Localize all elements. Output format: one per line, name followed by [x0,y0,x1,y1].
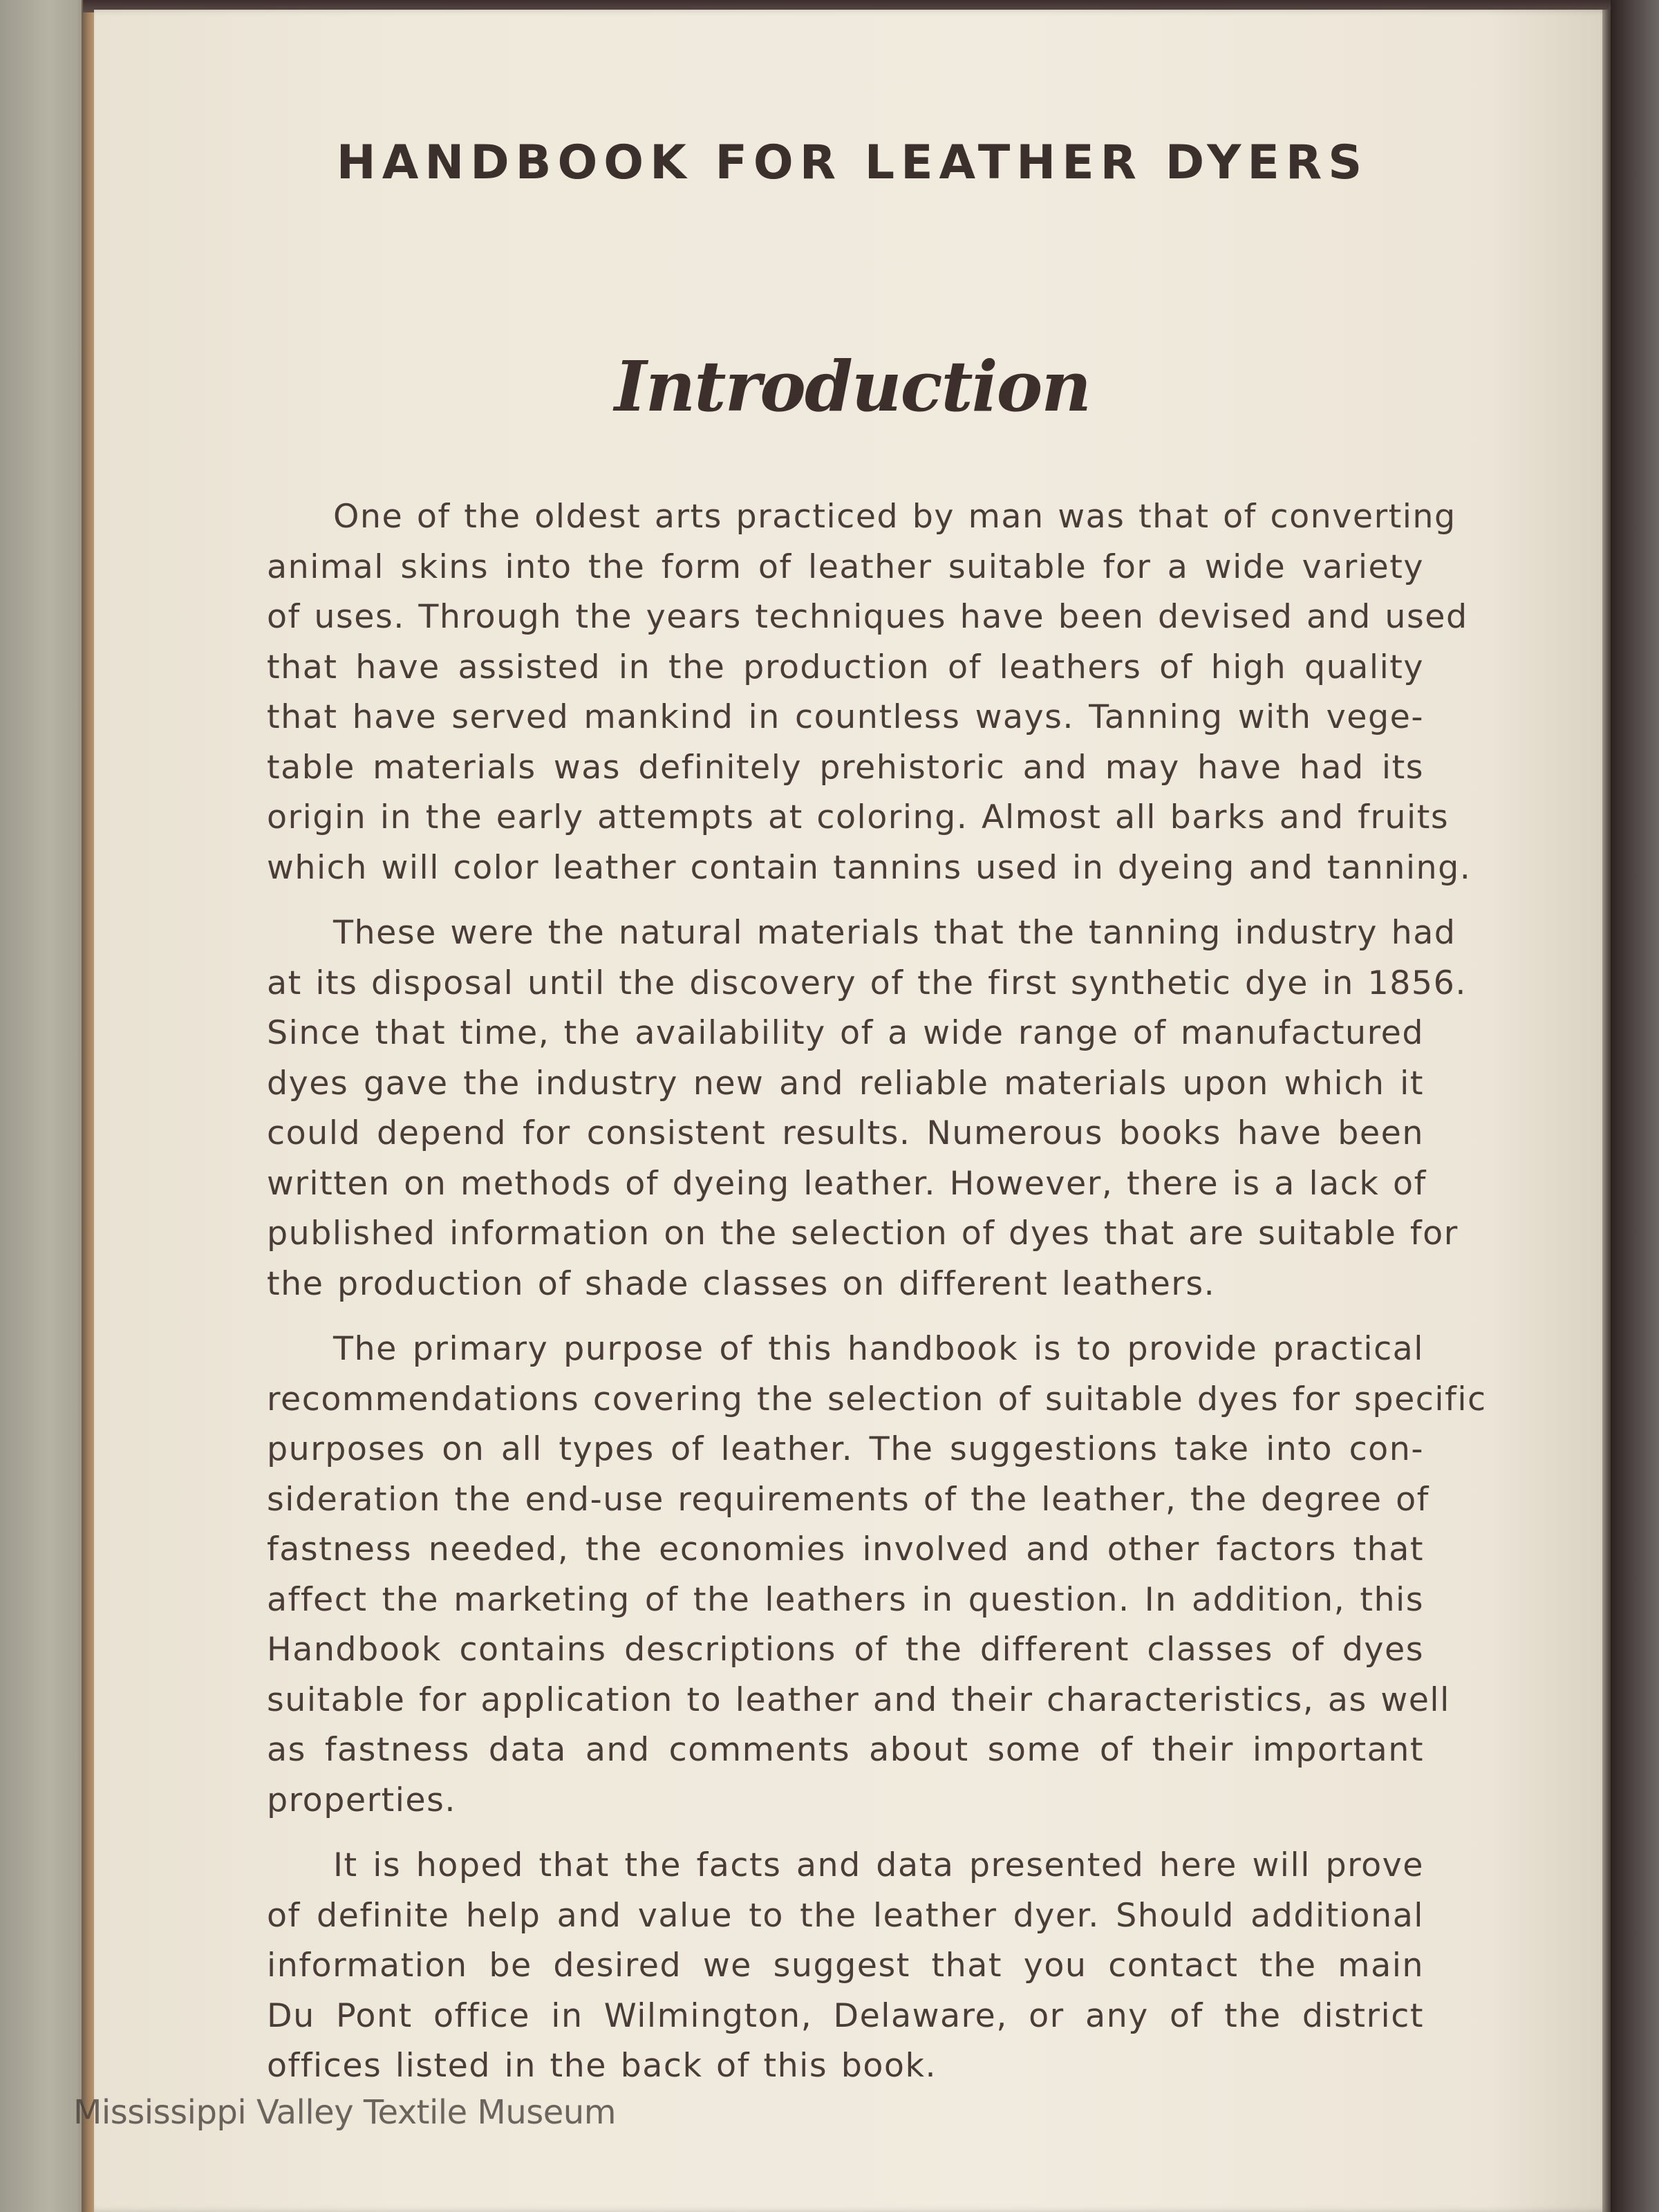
text-line: Du Pont office in Wilmington, Delaware, or any of the district [267,1996,1424,2035]
text-line: origin in the early attempts at coloring. Almost all barks and fruits [267,798,1450,836]
paragraph [267,908,1467,1309]
running-header: HANDBOOK FOR LEATHER DYERS [336,135,1369,190]
text-line: dyes gave the industry new and reliable materials upon which it [267,1064,1424,1103]
text-line: It is hoped that the facts and data presented here will prove [333,1846,1424,1884]
page-edge-shadow [1602,10,1612,2212]
text-line: properties. [267,1781,456,1819]
text-line: written on methods of dyeing leather. However, there is a lack of [267,1164,1427,1203]
text-line: sideration the end-use requirements of the leather, the degree of [267,1480,1430,1519]
text-line: that have served mankind in countless ways. Tanning with vege- [267,698,1424,736]
paragraph [267,492,1472,893]
text-line: suitable for application to leather and their characteristics, as well [267,1680,1450,1719]
text-line: purposes on all types of leather. The suggestions take into con- [267,1430,1424,1468]
text-line: of definite help and value to the leather dyer. Should additional [267,1896,1424,1935]
text-line: One of the oldest arts practiced by man was that of converting [333,498,1456,536]
text-line: These were the natural materials that the tanning industry had [333,914,1456,952]
text-line: could depend for consistent results. Numerous books have been [267,1114,1424,1152]
text-line: at its disposal until the discovery of the first synthetic dye in 1856. [267,964,1467,1002]
text-line: that have assisted in the production of leathers of high quality [267,648,1424,686]
text-line: which will color leather contain tannins used in dyeing and tanning. [267,848,1472,887]
text-line: offices listed in the back of this book. [267,2047,937,2085]
text-line: table materials was definitely prehistoric and may have had its [267,748,1424,787]
text-line: Handbook contains descriptions of the different classes of dyes [267,1631,1424,1669]
text-line: recommendations covering the selection of suitable dyes for specific [267,1380,1487,1418]
cover-right-edge [1611,0,1659,2212]
text-line: animal skins into the form of leather suitable for a wide variety [267,547,1424,586]
paragraph [267,1841,1424,2092]
text-line: as fastness data and comments about some of their important [267,1731,1424,1769]
body-text [267,492,1487,2107]
text-line: information be desired we suggest that you contact the main [267,1947,1424,1985]
text-line: of uses. Through the years techniques have been devised and used [267,598,1468,636]
text-line: published information on the selection of dyes that are suitable for [267,1215,1459,1253]
paragraph [267,1324,1487,1826]
text-line: the production of shade classes on different leathers. [267,1264,1216,1303]
text-line: fastness needed, the economies involved and other factors that [267,1530,1424,1568]
watermark: Mississippi Valley Textile Museum [73,2093,616,2132]
text-line: affect the marketing of the leathers in question. In addition, this [267,1580,1424,1619]
text-line: Since that time, the availability of a wide range of manufactured [267,1014,1424,1052]
text-line: The primary purpose of this handbook is to provide practical [333,1330,1424,1368]
page-title: Introduction [614,346,1091,427]
left-page-edge [0,0,90,2212]
